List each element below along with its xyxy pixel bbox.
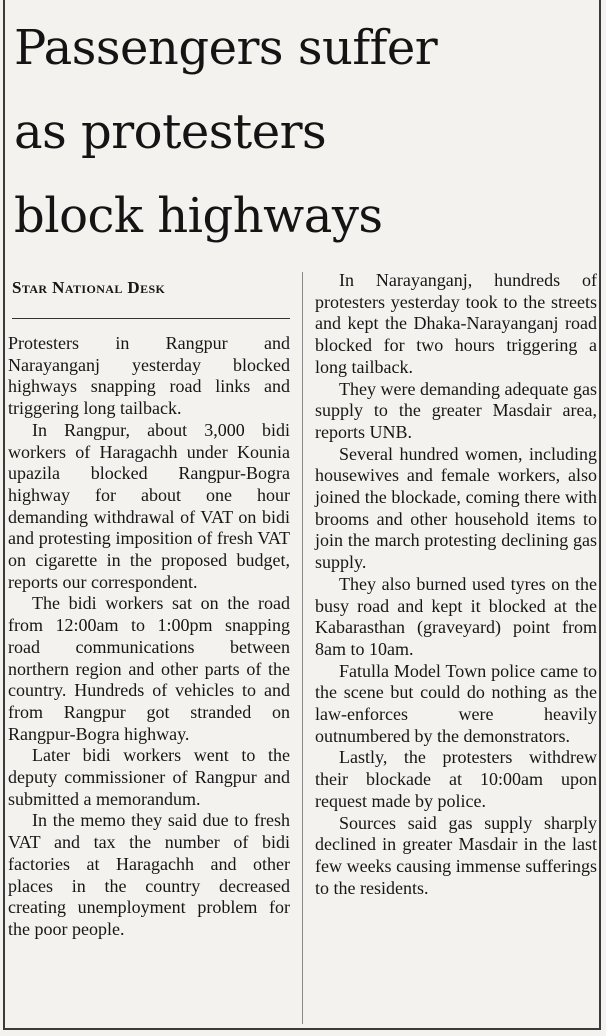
headline-line-1: Passengers suffer xyxy=(14,20,438,76)
column-divider xyxy=(302,272,303,1024)
paragraph: In Rangpur, about 3,000 bidi workers of Haragachh under Kounia upazila blocked Rangpur-Bogra highway for about one hour demanding withdrawal of VAT on bidi and protesting imposition of fresh VAT on cigarette in the proposed budget, reports our correspondent. xyxy=(8,419,290,592)
paragraph: Several hundred women, including housewives and female workers, also joined the blockade, coming there with brooms and other household items to join the march protesting declining gas supply. xyxy=(315,443,597,573)
paragraph: Later bidi workers went to the deputy commissioner of Rangpur and submitted a memorandum. xyxy=(8,745,290,809)
paragraph: The bidi workers sat on the road from 12:00am to 1:00pm snapping road communications between northern region and other parts of the country. Hundreds of vehicles to and from Rangpur got stranded on Rangpur-Bogra highway. xyxy=(8,593,290,744)
byline: Star National Desk xyxy=(12,278,290,319)
paragraph: Fatulla Model Town police came to the scene but could do nothing as the law-enforces were heavily outnumbered by the demonstrators. xyxy=(315,660,597,746)
headline-line-2: as protesters xyxy=(14,104,327,160)
paragraph: In the memo they said due to fresh VAT and tax the number of bidi factories at Haragachh and other places in the country decreased creating unemployment problem for the poor people. xyxy=(8,810,290,939)
paragraph: They also burned used tyres on the busy road and kept it blocked at the Kabarasthan (graveyard) point from 8am to 10am. xyxy=(315,573,597,659)
paragraph: Protesters in Rangpur and Narayanganj yesterday blocked highways snapping road links and triggering long tailback. xyxy=(8,333,290,419)
headline xyxy=(14,6,594,258)
paragraph: In Narayanganj, hundreds of protesters yesterday took to the streets and kept the Dhaka-Narayanganj road blocked for two hours triggering a long tailback. xyxy=(315,270,597,377)
paragraph: Lastly, the protesters withdrew their blockade at 10:00am upon request made by police. xyxy=(315,747,597,811)
left-column xyxy=(8,270,290,941)
right-column xyxy=(315,270,597,899)
paragraph: Sources said gas supply sharply declined in greater Masdair in the last few weeks causing immense sufferings to the residents. xyxy=(315,812,597,898)
headline-line-3: block highways xyxy=(14,188,383,244)
paragraph: They were demanding adequate gas supply to the greater Masdair area, reports UNB. xyxy=(315,378,597,442)
